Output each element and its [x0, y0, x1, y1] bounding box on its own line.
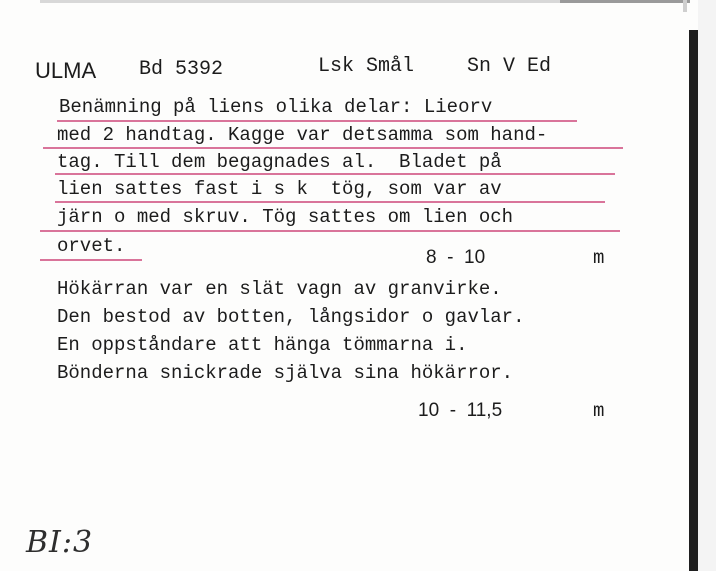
text-line: Bönderna snickrade själva sina hökärror. [57, 362, 514, 384]
depth-range: 10 - 11,5 [418, 400, 503, 421]
text-line: tag. Till dem begagnades al. Bladet på [57, 151, 502, 173]
card-top-edge-dark [560, 0, 690, 3]
underline-1 [57, 120, 577, 122]
parish: Sn V Ed [467, 55, 552, 78]
text-line: med 2 handtag. Kagge var detsamma som hand- [57, 124, 548, 146]
province: Lsk Smål [318, 55, 415, 78]
underline-2 [43, 147, 623, 149]
underline-5 [40, 230, 620, 232]
text-line: Hökärran var en slät vagn av granvirke. [57, 278, 502, 300]
underline-4 [55, 201, 605, 203]
depth-unit: m [593, 400, 605, 422]
handwritten-note: BI:3 [26, 525, 94, 560]
archive-code: ULMA [35, 58, 97, 83]
underline-6 [40, 259, 142, 261]
text-line: orvet. [57, 235, 126, 257]
text-line: järn o med skruv. Tög sattes om lien och [57, 206, 514, 228]
corner-mark [683, 0, 687, 12]
card-right-strip [698, 0, 716, 571]
text-line: Den bestod av botten, långsidor o gavlar. [57, 306, 525, 328]
card-right-border [689, 30, 698, 571]
depth-unit: m [593, 247, 605, 269]
reference-number: Bd 5392 [139, 58, 224, 81]
text-line: lien sattes fast i s k tög, som var av [57, 178, 502, 200]
depth-range: 8 - 10 [426, 247, 486, 268]
text-line: En oppståndare att hänga tömmarna i. [57, 334, 468, 356]
text-line: Benämning på liens olika delar: Lieorv [59, 96, 493, 118]
